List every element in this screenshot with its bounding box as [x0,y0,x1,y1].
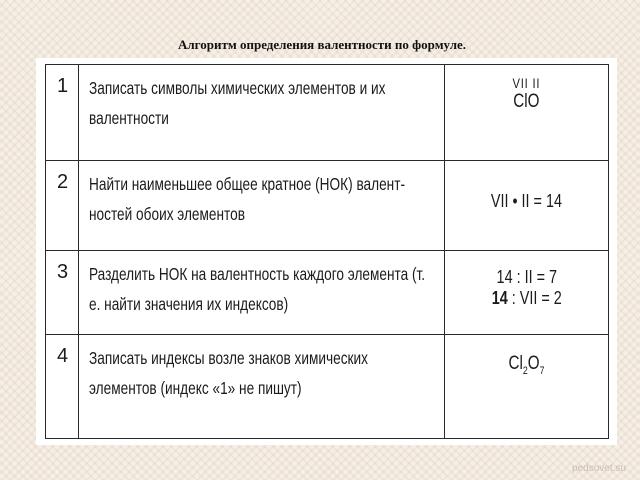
slide-title: Алгоритм определения валентности по формуле. [178,37,467,52]
step-text: Записать индексы возле знаков химических элементов (индекс «1» не пишут) [79,335,445,439]
example-lcm: VII • II = 14 [490,191,563,211]
step-example [445,161,609,251]
example-division-1: 14 : II = 7 [496,267,557,287]
table-row [46,161,609,251]
example-final-formula: $Cl_2O_7$ [508,353,545,377]
step-text: Разделить НОК на валентность каждого элемента (т. е. найти значения их индексов) [79,251,445,335]
table-row [46,335,609,439]
example-division-2: 14 : VII = 2 [491,288,562,308]
algorithm-table [45,64,609,439]
step-example [445,335,609,439]
table-row [46,65,609,161]
step-number: 3 [46,251,79,335]
step-text: Записать символы химических элементов и их валентности [79,65,445,161]
table-panel [36,58,617,445]
step-text: Найти наименьшее общее кратное (НОК) валент-ностей обоих элементов [79,161,445,251]
step-example [445,65,609,161]
example-formula: ClO [513,91,540,112]
step-number: 4 [46,335,79,439]
watermark: pedsovet.su [572,463,626,474]
step-number: 1 [46,65,79,161]
table-row [46,251,609,335]
step-number: 2 [46,161,79,251]
example-valences: VII II [512,75,541,91]
step-example [445,251,609,335]
